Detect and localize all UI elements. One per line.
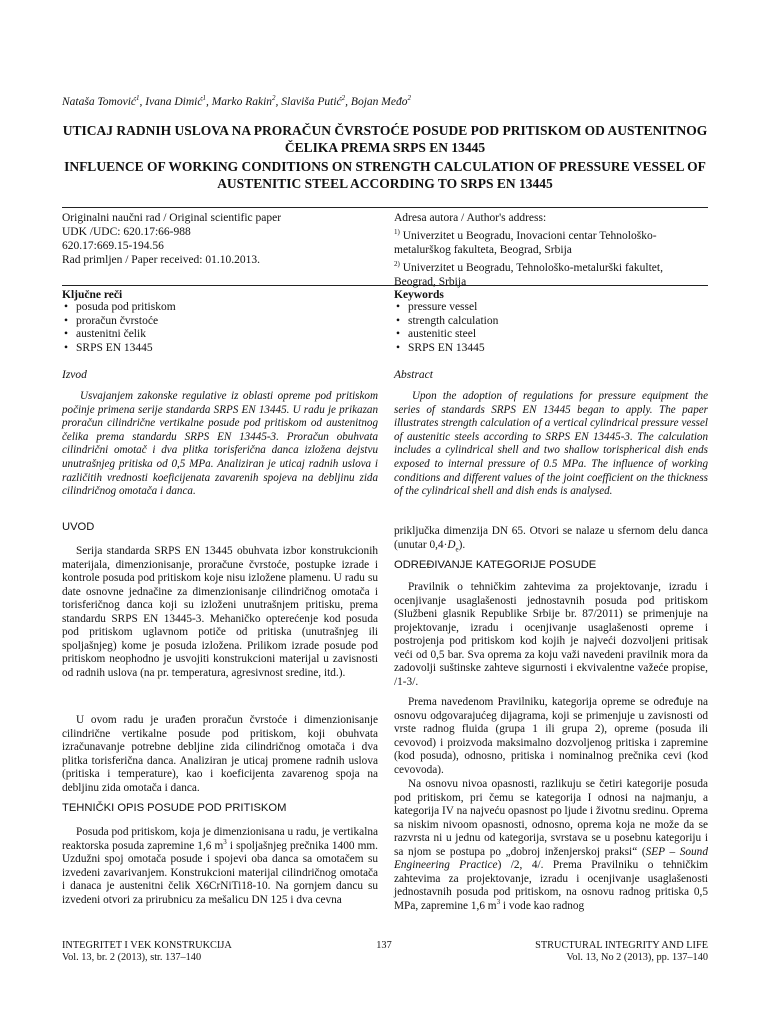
izvod-label: Izvod xyxy=(62,369,87,381)
kategorija-paragraph: Na osnovu nivoa opasnosti, razlikuju se četiri kategorije posuda pod pritiskom, pri čemu se kategorija I odnosi na najmanju, a kategorija IV na najveću opasnost po ljude i životnu sredinu. Oprema sa niskim nivoom opasnosti, odnosno, oprema koja ne može da se razvrsta ni u jednu od kategorija, svrstava se u posebnu kategoriju i sa njom se postupa po „dobroj inženjerskoj praksi“ (SEP – Sound Engineering Practice) /2, 4/. Prema Pravilniku o tehničkim zahtevima za projektovanje, izradu i ocenjivanje usaglašenosti jednostavnih posuda pod pritiskom, na osnovu radnog pritiska 0,5 MPa, zapremine 1,6 $m^3$ i vode kao radnog xyxy=(394,778,708,912)
page-number: 137 xyxy=(376,940,392,951)
paper-type: Originalni naučni rad / Original scientific paper xyxy=(62,212,282,224)
keyword-item: • austenitic steel xyxy=(394,328,708,342)
paper-title-serbian: UTICAJ RADNIH USLOVA NA PRORAČUN ČVRSTOĆE POSUDE POD PRITISKOM OD AUSTENITNOG ČELIKA PREMA SRPS EN 13445 xyxy=(62,123,708,155)
uvod-paragraph: U ovom radu je urađen proračun čvrstoće i dimenzionisanje cilindrične vertikalne posude pod pritiskom, koji obuhvata izračunavanje potrebne debljine zida cilindričnog omotača i dva plitka torisferična danca. Analiziran je uticaj promene radnih uslova (pritiska i temperature), kao i koeficijenta zavarenog spoja na debljinu zida omotača i danca. xyxy=(62,714,378,794)
section-heading-uvod: UVOD xyxy=(62,521,95,533)
affiliation-mark: 2) xyxy=(394,259,400,268)
author-affiliation-mark: 2 xyxy=(341,94,346,102)
abstract-text: Upon the adoption of regulations for pressure equipment the series of standards SRPS EN 13445 began to apply. The paper illustrates strength calculation of a vertical cylindrical pressure vessel of austenitic steels according to SRPS EN 13445-3. The calculation includes a cylindrical shell and two shallow torispherical dish ends exposed to internal pressure of 0.5 MPa. The influence of working conditions and different values of the joint coefficient on the thickness of the cylindrical shell and dish ends is analysed. xyxy=(394,390,708,498)
footer-journal-name: INTEGRITET I VEK KONSTRUKCIJA xyxy=(62,940,232,951)
affiliation-line: metalurškog fakulteta, Beograd, Srbija xyxy=(394,243,572,256)
author-name: Marko Rakin xyxy=(211,95,273,108)
keyword-item: • strength calculation xyxy=(394,315,708,329)
affiliation-line: Beograd, Srbija xyxy=(394,275,467,288)
author-name: Ivana Dimić xyxy=(145,95,203,108)
footer-journal-serbian xyxy=(62,940,232,964)
keywords-english xyxy=(394,289,708,355)
uvod-paragraph: Serija standarda SRPS EN 13445 obuhvata izbor konstrukcionih materijala, dimenzionisanje, proračune čvrstoće, postupke izrade i kontrole posuda pod pritiskom koje nisu izložene plamenu. U radu su date osnovne jednačine za dimenzionisanje cilindričnog omotača i torisferičnog danca koji su izloženi unutrašnjem pritisku, prema standardu SRPS EN 13445-3. Mehaničko opterećenje kod posuda pod pritiskom uglavnom potiče od pritiska (unutrašnjeg ili spoljašnjeg) kome je posuda izložena. Prilikom izrade posude pod pritiskom neophodno je usvojiti konstrukcioni materijal u zavisnosti od radnih uslova (na pr. temperatura, agresivnost sredine, itd.). xyxy=(62,545,378,679)
author-address xyxy=(394,211,708,289)
keyword-item: • SRPS EN 13445 xyxy=(394,342,708,356)
keyword-item: • austenitni čelik xyxy=(62,328,378,342)
tehnicki-opis-continuation: priključka dimenzija DN 65. Otvori se nalaze u sfernom delu danca (unutar $0,4\cdot D_e$). xyxy=(394,525,708,553)
udc-code-secondary: 620.17:669.15-194.56 xyxy=(62,240,164,252)
author-name: Slaviša Putić xyxy=(281,95,342,108)
keyword-item: • SRPS EN 13445 xyxy=(62,342,378,356)
tehnicki-opis-paragraph: Posuda pod pritiskom, koja je dimenzionisana u radu, je vertikalna reaktorska posuda zapremine 1,6 $m^3$ i spoljašnjeg prečnika 1400 mm. Uzdužni spoj omotača posude i spojevi oba danca sa omotačem su izvedeni zavarivanjem. Konstrukcioni materijal cilindričnog omotača i danaca je austenitni čelik X6CrNiTi18-10. Na gornjem dancu su izvedeni otvori za prirubnicu za mešalicu DN 125 i dva cevna xyxy=(62,826,379,906)
meta-divider xyxy=(62,285,708,286)
footer-journal-english xyxy=(535,940,708,964)
abstract-label: Abstract xyxy=(394,369,433,381)
affiliation-mark: 1) xyxy=(394,228,400,236)
author-affiliation-mark: 1 xyxy=(202,94,206,102)
author-name: Nataša Tomović xyxy=(62,95,137,108)
keyword-item: • posuda pod pritiskom xyxy=(62,301,378,315)
author-affiliation-mark: 1 xyxy=(136,94,140,102)
footer-volume: Vol. 13, br. 2 (2013), str. 137–140 xyxy=(62,952,202,963)
kategorija-paragraph: Prema navedenom Pravilniku, kategorija opreme se određuje na osnovu odgovarajućeg dijagrama, koji se primenjuje u zavisnosti od vrste radnog fluida (grupa 1 ili grupa 2), opreme (posuda ili cevovod) i proizvoda maksimalno dozvoljenog pritiska i zapremine (kod posuda), odnosno, pritiska i nominalnog prečnika cevi (kod cevovoda). xyxy=(394,696,708,776)
paper-title-english: INFLUENCE OF WORKING CONDITIONS ON STRENGTH CALCULATION OF PRESSURE VESSEL OF AUSTENITIC STEEL ACCORDING TO SRPS EN 13445 xyxy=(64,159,706,191)
keywords-serbian xyxy=(62,289,378,355)
keywords-heading: Ključne reči xyxy=(62,289,123,301)
author-list: Nataša Tomović$^1$, Ivana Dimić$^1$, Marko Rakin$^2$, Slaviša Putić$^2$, Bojan Međo$^2$ xyxy=(62,94,411,108)
author-affiliation-mark: 2 xyxy=(272,94,276,102)
udc-code: UDK /UDC: 620.17:66-988 xyxy=(62,226,191,238)
title-divider xyxy=(62,207,708,208)
paper-meta xyxy=(62,211,378,267)
received-date: Rad primljen / Paper received: 01.10.2013. xyxy=(62,254,261,266)
keyword-item: • pressure vessel xyxy=(394,301,708,315)
author-name: Bojan Međo xyxy=(350,95,408,108)
author-affiliation-mark: 2 xyxy=(407,94,411,102)
address-heading: Adresa autora / Author's address: xyxy=(394,212,547,224)
footer-journal-name: STRUCTURAL INTEGRITY AND LIFE xyxy=(535,940,708,951)
izvod-text: Usvajanjem zakonske regulative iz oblasti opreme pod pritiskom počinje primena serije standarda SRPS EN 13445. U radu je prikazan proračun cilindrične vertikalne posude pod pritiskom od austenitnog čelika prema standardu SRPS EN 13445-3. Proračun obuhvata cilindrični omotač i dva plitka torisferična danca izložena dejstvu unutrašnjeg pritiska od 0,5 MPa. Analiziran je uticaj radnih uslova i različitih vrednosti koeficijenata zavarenih spojeva na debljinu zida cilindričnog omotača i danca. xyxy=(62,390,378,498)
keyword-item: • proračun čvrstoće xyxy=(62,315,378,329)
footer-volume: Vol. 13, No 2 (2013), pp. 137–140 xyxy=(566,952,708,963)
section-heading-tehnicki-opis: TEHNIČKI OPIS POSUDE POD PRITISKOM xyxy=(62,802,287,814)
kategorija-paragraph: Pravilnik o tehničkim zahtevima za projektovanje, izradu i ocenjivanje usaglašenosti jednostavnih posuda pod pritiskom (Službeni glasnik Republike Srbije br. 87/2011) se primenjuje na projektovanje, izradu i ocenjivanje usaglašenosti opreme i postrojenja pod pritiskom kod kojih je najveći dozvoljeni pritisak veći od 0,5 bar. Sva oprema za koju važi navedeni pravilnik mora da zadovolji suštinske zahteve sigurnosti i ekvivalentne važeće propise, /1-3/. xyxy=(394,581,708,688)
affiliation-line: Univerzitet u Beogradu, Inovacioni centar Tehnološko- xyxy=(402,229,657,242)
section-heading-kategorija: ODREĐIVANJE KATEGORIJE POSUDE xyxy=(394,559,597,571)
keywords-heading: Keywords xyxy=(394,289,444,301)
affiliation-line: Univerzitet u Beogradu, Tehnološko-metalurški fakultet, xyxy=(402,261,663,274)
